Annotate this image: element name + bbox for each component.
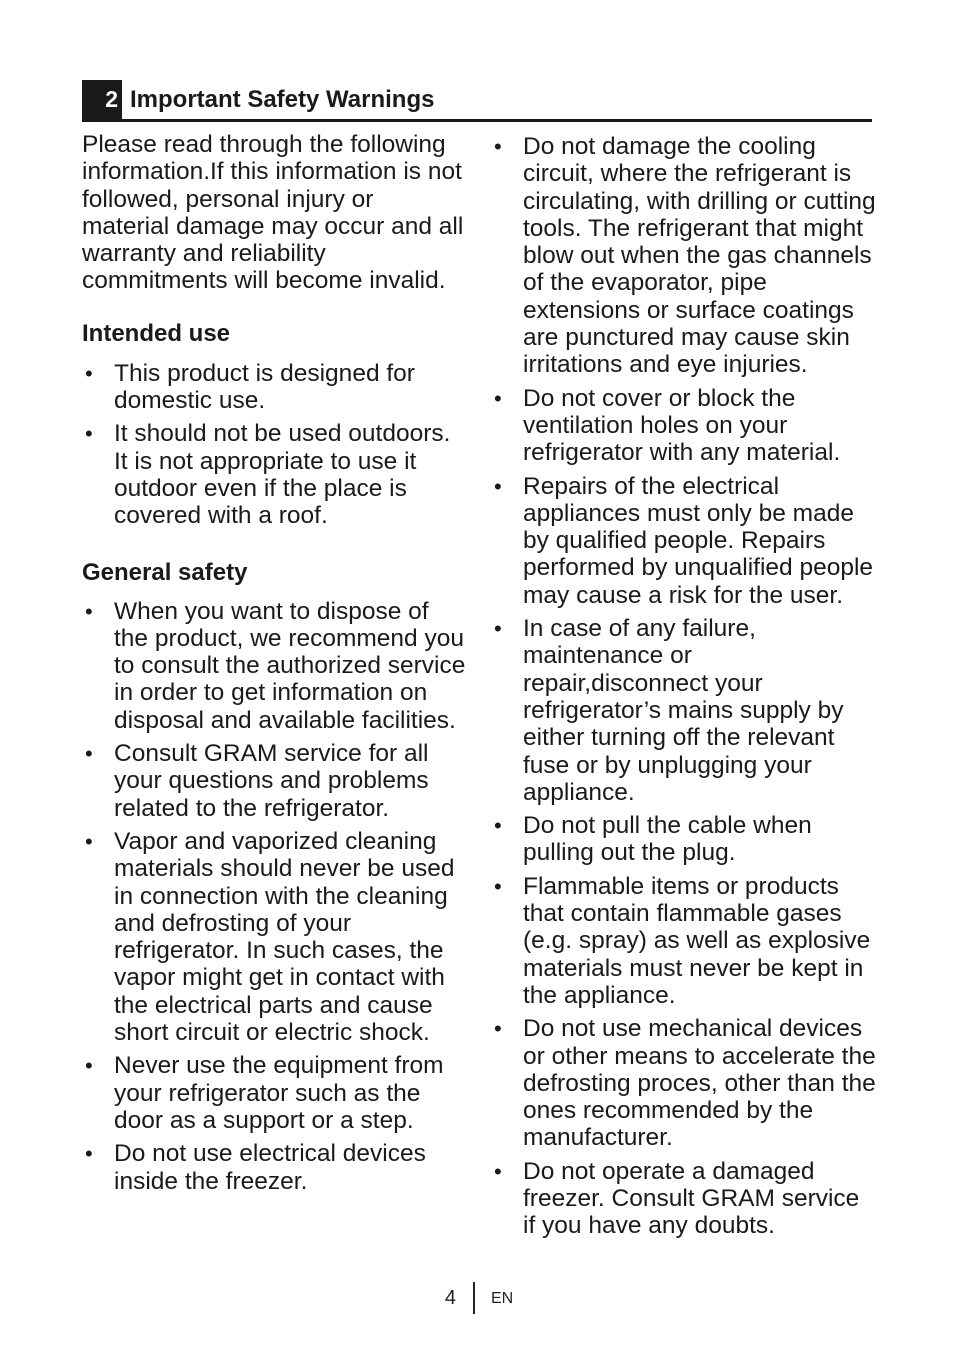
right-column [491,133,876,1240]
intended-use-list [82,360,467,530]
bullet-icon: • [85,1141,93,1167]
bullet-icon: • [494,473,502,499]
general-safety-heading: General safety [82,558,248,586]
section-number: 2 [82,80,122,119]
bullet-icon: • [494,134,502,159]
bullet-icon: • [85,828,93,854]
general-safety-list [82,598,467,1195]
bullet-icon: • [494,1016,502,1042]
left-column [82,131,467,1195]
list-item: • Do not cover or block the ventilation holes on your refrigerator with any material. [494,384,841,467]
list-item: • Do not operate a damaged freezer. Consult GRAM service if you have any doubts. [494,1157,860,1240]
list-item: • Flammable items or products that contain flammable gases (e.g. spray) as well as explosive materials must never be kept in the appliance. [494,872,871,1009]
bullet-icon: • [85,1053,93,1079]
bullet-icon: • [494,873,502,899]
intro-paragraph: Please read through the following information.If this information is not followed, personal injury or material damage may occur and all warranty and reliability commitments will become invalid. [82,131,464,295]
bullet-icon: • [494,616,502,642]
list-item: • This product is designed for domestic use. [85,359,415,415]
safety-list-continued [491,133,876,1240]
bullet-icon: • [494,1158,502,1184]
list-item: • Vapor and vaporized cleaning materials should never be used in connection with the cleaning and defrosting of your refrigerator. In such cases, the vapor might get in contact with the electrical parts and cause short circuit or electric shock. [85,827,455,1047]
list-item: • Repairs of the electrical appliances must only be made by qualified people. Repairs performed by unqualified people may cause a risk for the user. [494,472,874,609]
bullet-icon: • [494,385,502,411]
footer-divider [473,1282,475,1314]
bullet-icon: • [494,813,502,839]
intended-use-heading: Intended use [82,319,231,347]
bullet-icon: • [85,421,93,447]
list-item: • Never use the equipment from your refrigerator such as the door as a support or a step. [85,1052,444,1134]
list-item: • Do not use mechanical devices or other means to accelerate the defrosting proces, other than the ones recommended by the manufacturer. [494,1015,876,1152]
bullet-icon: • [85,598,93,624]
bullet-icon: • [85,360,93,386]
language-code: EN [491,1290,514,1307]
list-item: • It should not be used outdoors. It is not appropriate to use it outdoor even if the place is covered with a roof. [85,420,451,530]
list-item: • Do not damage the cooling circuit, where the refrigerant is circulating, with drilling or cutting tools. The refrigerant that might blow out when the gas channels of the evaporator, pipe extensions or surface coatings are punctured may cause skin irritations and eye injuries. [494,133,876,379]
list-item: • Do not pull the cable when pulling out the plug. [494,812,812,867]
page-number: 4 [444,1287,456,1309]
bullet-icon: • [85,741,93,767]
section-header [82,80,872,122]
list-item: • Do not use electrical devices inside the freezer. [85,1140,426,1195]
list-item: • When you want to dispose of the product, we recommend you to consult the authorized service in order to get information on disposal and available facilities. [85,597,466,734]
section-title: Important Safety Warnings [130,86,435,113]
list-item: • In case of any failure, maintenance or repair,disconnect your refrigerator’s mains supply by either turning off the relevant fuse or by unplugging your appliance. [494,615,844,806]
list-item: • Consult GRAM service for all your questions and problems related to the refrigerator. [85,740,429,822]
